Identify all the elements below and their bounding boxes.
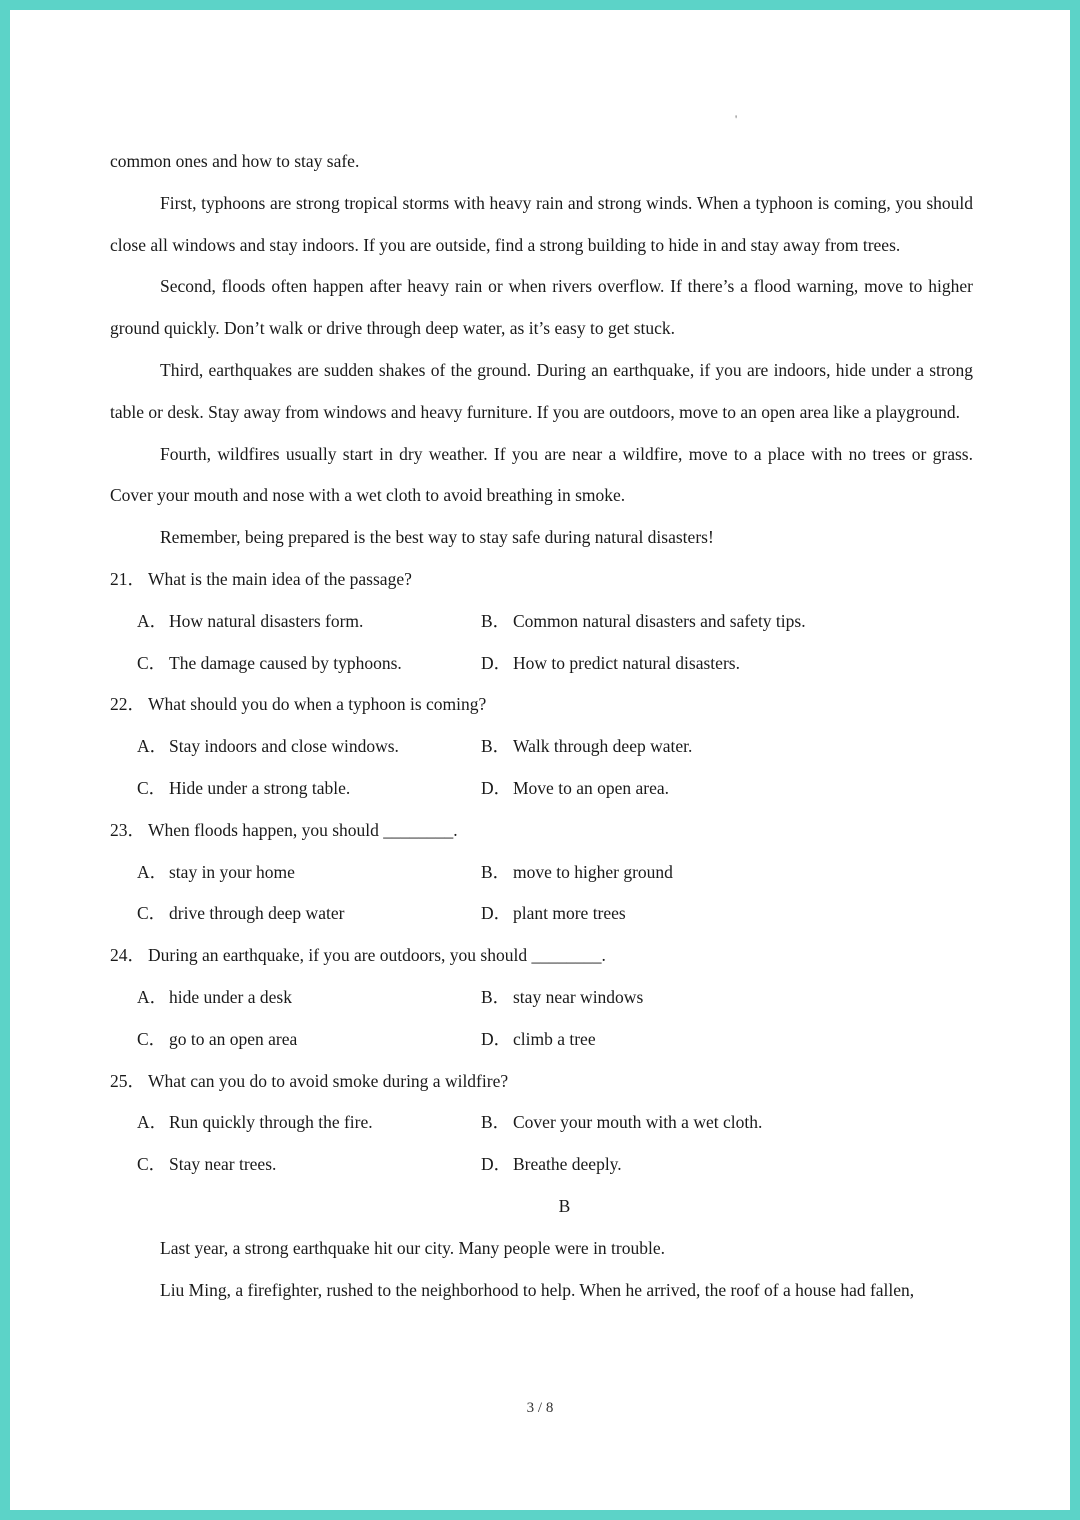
option-text: Breathe deeply. (513, 1154, 622, 1175)
page-number: 3 / 8 (526, 1400, 554, 1416)
document-page (10, 10, 1070, 1510)
option-text: Common natural disasters and safety tips. (513, 610, 806, 631)
option-text: Hide under a strong table. (169, 777, 351, 798)
stray-mark: ' (735, 112, 738, 126)
option-text: How natural disasters form. (169, 610, 364, 631)
answer-option (481, 726, 825, 768)
option-text: go to an open area (169, 1028, 298, 1049)
answer-option (137, 768, 481, 810)
passage-a (110, 141, 973, 559)
question-number: 24． (110, 945, 145, 966)
answer-options (110, 977, 973, 1061)
option-label: A． (137, 610, 168, 631)
paragraph: Second, floods often happen after heavy rain or when rivers overflow. If there’s a flood warning, move to higher ground quickly. Don’t walk or drive through deep water, as it’s easy to get stuck. (110, 276, 973, 339)
answer-option (137, 893, 481, 935)
option-label: B． (481, 610, 511, 631)
question-number: 23． (110, 819, 145, 840)
option-label: D． (481, 777, 512, 798)
question-text: During an earthquake, if you are outdoors, you should ________. (148, 945, 606, 966)
option-label: D． (481, 1028, 512, 1049)
question-text: What can you do to avoid smoke during a wildfire? (148, 1070, 509, 1091)
question-number: 21． (110, 568, 145, 589)
answer-option (137, 1144, 481, 1186)
paragraph: First, typhoons are strong tropical storms with heavy rain and strong winds. When a typhoon is coming, you should close all windows and stay indoors. If you are outside, find a strong building to hide in and stay away from trees. (110, 192, 973, 255)
paragraph: Liu Ming, a firefighter, rushed to the neighborhood to help. When he arrived, the roof of a house had fallen, (160, 1279, 915, 1300)
option-text: Move to an open area. (513, 777, 669, 798)
answer-option (481, 1019, 825, 1061)
question-number: 22． (110, 694, 145, 715)
option-label: B． (481, 986, 511, 1007)
question-block (110, 1061, 973, 1186)
question-stem (110, 810, 973, 852)
option-text: hide under a desk (169, 986, 292, 1007)
question-list (110, 559, 973, 1186)
option-text: The damage caused by typhoons. (169, 652, 402, 673)
option-text: Cover your mouth with a wet cloth. (513, 1112, 763, 1133)
option-label: C． (137, 1028, 167, 1049)
question-stem (110, 684, 973, 726)
answer-option (137, 1102, 481, 1144)
answer-option (481, 852, 825, 894)
question-number: 25． (110, 1070, 145, 1091)
question-block (110, 559, 973, 684)
option-text: Walk through deep water. (513, 736, 693, 757)
section-title-b: B (558, 1195, 571, 1216)
answer-option (481, 1102, 825, 1144)
answer-option (481, 643, 825, 685)
question-text: What should you do when a typhoon is coming? (148, 694, 487, 715)
option-text: stay in your home (169, 861, 295, 882)
answer-option (481, 768, 825, 810)
option-label: B． (481, 1112, 511, 1133)
option-text: How to predict natural disasters. (513, 652, 740, 673)
option-label: C． (137, 777, 167, 798)
option-label: A． (137, 861, 168, 882)
option-label: B． (481, 861, 511, 882)
option-text: Stay near trees. (169, 1154, 277, 1175)
paragraph: Remember, being prepared is the best way to stay safe during natural disasters! (160, 527, 714, 548)
option-label: D． (481, 1154, 512, 1175)
option-text: Run quickly through the fire. (169, 1112, 373, 1133)
question-block (110, 810, 973, 935)
option-text: climb a tree (513, 1028, 596, 1049)
answer-options (110, 852, 973, 936)
answer-option (137, 643, 481, 685)
option-label: D． (481, 903, 512, 924)
option-label: A． (137, 986, 168, 1007)
answer-option (137, 977, 481, 1019)
paragraph: Fourth, wildfires usually start in dry weather. If you are near a wildfire, move to a place with no trees or grass. Cover your mouth and nose with a wet cloth to avoid breathing in smoke. (110, 443, 973, 506)
answer-options (110, 726, 973, 810)
question-text: What is the main idea of the passage? (148, 568, 412, 589)
answer-option (481, 601, 825, 643)
option-text: plant more trees (513, 903, 626, 924)
option-text: Stay indoors and close windows. (169, 736, 399, 757)
passage-b (110, 1228, 973, 1312)
option-text: stay near windows (513, 986, 644, 1007)
option-label: A． (137, 736, 168, 757)
paragraph: Third, earthquakes are sudden shakes of the ground. During an earthquake, if you are indoors, hide under a strong table or desk. Stay away from windows and heavy furniture. If you are outdoors, move to an open area like a playground. (110, 359, 973, 422)
answer-option (481, 977, 825, 1019)
option-label: A． (137, 1112, 168, 1133)
question-text: When floods happen, you should ________. (148, 819, 458, 840)
answer-options (110, 601, 973, 685)
option-label: C． (137, 1154, 167, 1175)
answer-option (137, 1019, 481, 1061)
question-stem (110, 935, 973, 977)
option-label: B． (481, 736, 511, 757)
paragraph: Last year, a strong earthquake hit our city. Many people were in trouble. (160, 1237, 666, 1258)
option-text: move to higher ground (513, 861, 673, 882)
paragraph: common ones and how to stay safe. (110, 151, 360, 171)
question-block (110, 684, 973, 809)
question-block (110, 935, 973, 1060)
answer-option (137, 852, 481, 894)
option-text: drive through deep water (169, 903, 345, 924)
question-stem (110, 559, 973, 601)
answer-option (137, 726, 481, 768)
answer-options (110, 1102, 973, 1186)
answer-option (137, 601, 481, 643)
answer-option (481, 893, 825, 935)
option-label: C． (137, 903, 167, 924)
option-label: C． (137, 652, 167, 673)
option-label: D． (481, 652, 512, 673)
page-content (110, 141, 973, 1311)
answer-option (481, 1144, 825, 1186)
question-stem (110, 1061, 973, 1103)
